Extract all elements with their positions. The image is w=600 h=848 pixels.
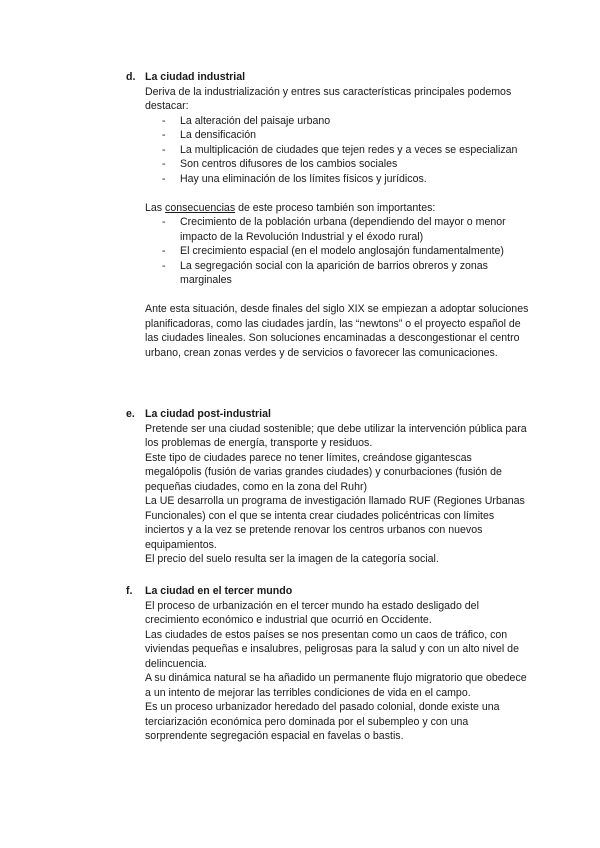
list-item [162,244,530,259]
list-item-text: La segregación social con la aparición de barrios obreros y zonas marginales [180,259,488,286]
section-letter: d. [126,71,136,83]
dash-bullet-icon: - [162,158,166,170]
list-item-text: Crecimiento de la población urbana (dependiendo del mayor o menor impacto de la Revolución Industrial y el éxodo rural) [180,216,506,243]
paragraph: Este tipo de ciudades parece no tener límites, creándose gigantescas megalópolis (fusión de varias grandes ciudades) y conurbaciones (fusión de pequeñas ciudades, como en la zona del Ruhr) [145,451,502,493]
closing-paragraph: Ante esta situación, desde finales del siglo XIX se empiezan a adoptar soluciones planificadoras, como las ciudades jardín, las “newtons” o el proyecto español de las ciudades lineales. Son soluciones encaminadas a descongestionar el centro urbano, crean zonas verdes y de servicios o favorecer las comunicaciones. [145,303,529,359]
section-ciudad-industrial [126,70,529,360]
dash-bullet-icon: - [162,245,166,257]
list-item [162,259,530,288]
paragraph: Pretende ser una ciudad sostenible; que debe utilizar la intervención pública para los problemas de energía, transporte y residuos. [145,422,527,449]
list-item [162,157,530,172]
section-title: La ciudad industrial [145,71,246,83]
dash-bullet-icon: - [162,129,166,141]
dash-bullet-icon: - [162,216,166,228]
section-body [145,85,530,361]
list-item-text: La multiplicación de ciudades que tejen redes y a veces se especializan [180,143,518,156]
list-item [162,172,530,187]
paragraph: El precio del suelo resulta ser la imagen de la categoría social. [145,553,439,565]
dash-bullet-icon: - [162,143,166,156]
paragraph: La UE desarrolla un programa de investigación llamado RUF (Regiones Urbanas Funcionales) con el que se intenta crear ciudades policéntricas con límites inciertos y a la vez se pretende renovar los centros urbanos con nuevos equipamientos. [145,495,525,551]
consequences-pre: Las [145,201,166,214]
list-item [162,114,530,129]
dash-bullet-icon: - [162,114,166,127]
paragraph: El proceso de urbanización en el tercer mundo ha estado desligado del crecimiento económico e industrial que ocurrió en Occidente. [145,599,479,626]
section-title: La ciudad en el tercer mundo [145,585,293,597]
section-title: La ciudad post-industrial [145,408,271,420]
paragraph: A su dinámica natural se ha añadido un permanente flujo migratorio que obedece a un intento de mejorar las terribles condiciones de vida en el campo. [145,672,527,699]
section-letter: f. [126,585,133,597]
characteristics-list [145,114,530,187]
intro-paragraph: Deriva de la industrialización y entres sus características principales podemos destacar: [145,85,512,112]
section-letter: e. [126,408,135,420]
list-item-text: La densificación [180,129,256,141]
dash-bullet-icon: - [162,172,166,185]
paragraph: Las ciudades de estos países se nos presentan como un caos de tráfico, con viviendas pequeñas e insalubres, peligrosas para la salud y con un alto nivel de delincuencia. [145,628,519,670]
paragraph: Es un proceso urbanizador heredado del pasado colonial, donde existe una terciarización económica pero dominada por el subempleo y con una sorprendente segregación espacial en favelas o bastis. [145,701,500,742]
section-ciudad-tercer-mundo [126,584,526,744]
dash-bullet-icon: - [162,259,166,272]
consequences-paragraph [145,201,530,216]
list-item-text: El crecimiento espacial (en el modelo anglosajón fundamentalmente) [180,245,504,257]
list-item [162,143,530,158]
section-heading [126,407,526,422]
section-ciudad-post-industrial [126,407,526,567]
section-heading [126,584,526,599]
consequences-list [145,215,530,288]
list-item-text: La alteración del paisaje urbano [180,114,331,127]
consequences-word: consecuencias [165,201,236,214]
section-heading [126,70,526,85]
consequences-post: de este proceso también son importantes: [235,201,436,214]
list-item-text: Hay una eliminación de los límites físicos y jurídicos. [180,172,427,185]
list-item-text: Son centros difusores de los cambios sociales [180,158,398,170]
section-body [145,422,530,567]
list-item [162,215,530,244]
section-body [145,599,530,744]
list-item [162,128,530,143]
